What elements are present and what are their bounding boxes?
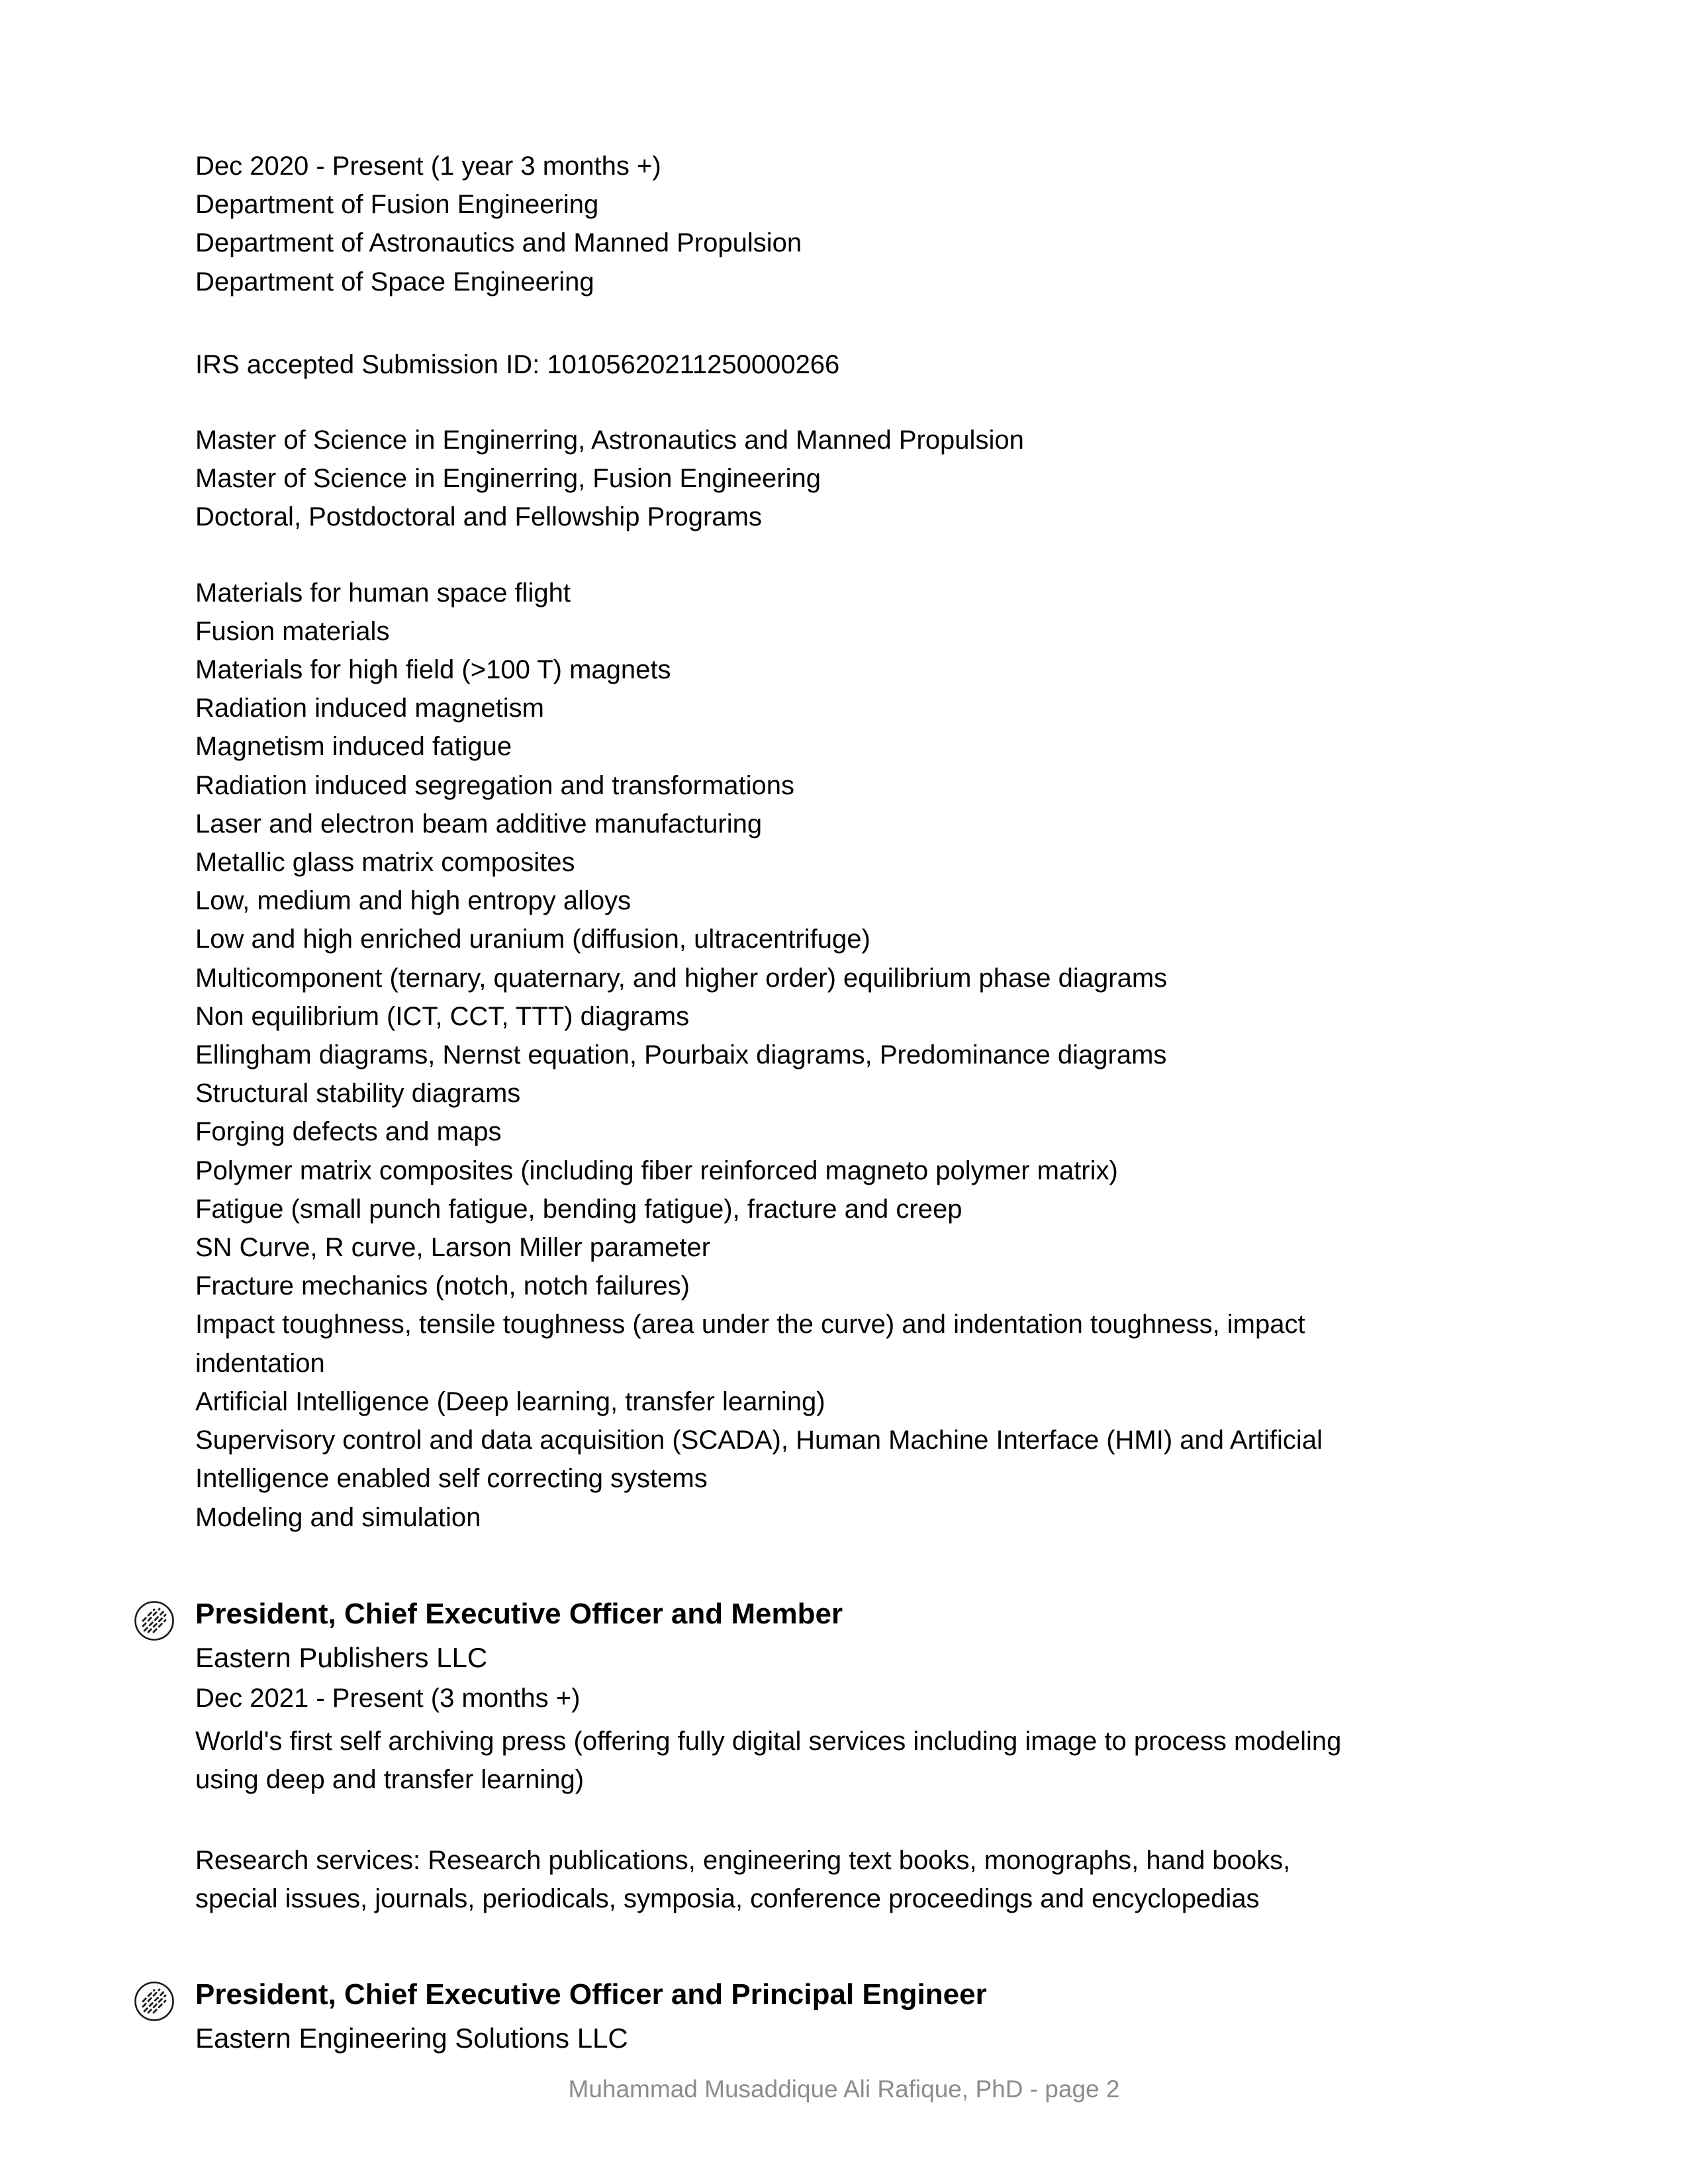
topic-line: Forging defects and maps xyxy=(195,1117,502,1147)
degree-line: Master of Science in Enginerring, Fusion Engineering xyxy=(195,464,821,494)
topic-line: Metallic glass matrix composites xyxy=(195,848,575,878)
topic-line: Non equilibrium (ICT, CCT, TTT) diagrams xyxy=(195,1001,690,1031)
company-name: Eastern Publishers LLC xyxy=(195,1641,488,1673)
degree-line: Master of Science in Enginerring, Astronautics and Manned Propulsion xyxy=(195,426,1024,455)
page-content xyxy=(195,147,1350,2059)
company-logo-hatched-circle-icon xyxy=(134,1600,175,1641)
job-date-range: Dec 2021 - Present (3 months +) xyxy=(195,1683,581,1713)
topic-line: Ellingham diagrams, Nernst equation, Pourbaix diagrams, Predominance diagrams xyxy=(195,1040,1167,1070)
job-services: Research services: Research publications, engineering text books, monographs, hand books, special issues, journals, periodicals, symposia, conference proceedings and encyclopedias xyxy=(195,1846,1291,1914)
topic-line: Low and high enriched uranium (diffusion, ultracentrifuge) xyxy=(195,925,870,954)
company-name: Eastern Engineering Solutions LLC xyxy=(195,2022,628,2054)
topic-line: Fusion materials xyxy=(195,616,390,646)
topic-line: Fatigue (small punch fatigue, bending fatigue), fracture and creep xyxy=(195,1194,962,1224)
research-topics-list xyxy=(195,574,1350,1537)
job-title: President, Chief Executive Officer and Member xyxy=(195,1597,843,1630)
topic-line: SN Curve, R curve, Larson Miller parameter xyxy=(195,1233,711,1263)
department-line: Department of Fusion Engineering xyxy=(195,190,599,220)
topic-line: Impact toughness, tensile toughness (area under the curve) and indentation toughness, impact indentation xyxy=(195,1310,1305,1378)
topic-line: Radiation induced segregation and transformations xyxy=(195,770,795,800)
job-entry xyxy=(195,1591,1350,1919)
experience-date-range: Dec 2020 - Present (1 year 3 months +) xyxy=(195,152,661,181)
topic-line: Supervisory control and data acquisition (SCADA), Human Machine Interface (HMI) and Artificial Intelligence enabled self correcting systems xyxy=(195,1426,1323,1494)
irs-submission-block xyxy=(195,345,1350,384)
irs-submission-line: IRS accepted Submission ID: 10105620211250000266 xyxy=(195,349,840,379)
company-logo-hatched-circle-icon xyxy=(134,1981,175,2022)
page-footer: Muhammad Musaddique Ali Rafique, PhD - page 2 xyxy=(568,2075,1120,2103)
topic-line: Radiation induced magnetism xyxy=(195,694,544,723)
department-line: Department of Astronautics and Manned Propulsion xyxy=(195,228,802,258)
degree-line: Doctoral, Postdoctoral and Fellowship Programs xyxy=(195,502,762,532)
topic-line: Modeling and simulation xyxy=(195,1502,481,1532)
department-line: Department of Space Engineering xyxy=(195,267,594,296)
topic-line: Structural stability diagrams xyxy=(195,1079,521,1109)
job-title: President, Chief Executive Officer and Principal Engineer xyxy=(195,1978,987,2011)
job-entry xyxy=(195,1972,1350,2059)
degrees-block xyxy=(195,421,1350,537)
topic-line: Polymer matrix composites (including fiber reinforced magneto polymer matrix) xyxy=(195,1156,1118,1185)
topic-line: Multicomponent (ternary, quaternary, and higher order) equilibrium phase diagrams xyxy=(195,963,1168,993)
topic-line: Magnetism induced fatigue xyxy=(195,732,512,762)
topic-line: Materials for human space flight xyxy=(195,578,571,608)
topic-line: Materials for high field (>100 T) magnets xyxy=(195,655,671,685)
topic-line: Fracture mechanics (notch, notch failures) xyxy=(195,1271,690,1301)
topic-line: Laser and electron beam additive manufacturing xyxy=(195,809,763,839)
job-description: World's first self archiving press (offering fully digital services including image to process modeling using deep and transfer learning) xyxy=(195,1726,1342,1794)
topic-line: Low, medium and high entropy alloys xyxy=(195,886,632,916)
experience-continuation-block xyxy=(195,147,1350,301)
topic-line: Artificial Intelligence (Deep learning, transfer learning) xyxy=(195,1387,825,1416)
